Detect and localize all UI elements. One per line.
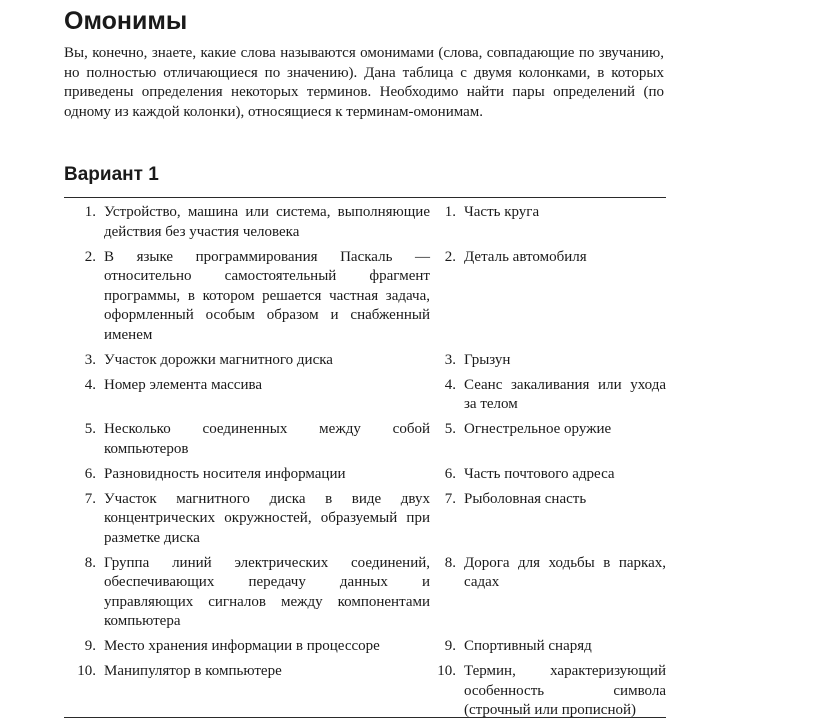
left-definition-text: Несколько соединенных между собой компьютеров — [104, 421, 430, 457]
right-definition — [436, 554, 666, 632]
right-definition — [436, 420, 666, 459]
left-definition-number: 2. — [84, 248, 96, 265]
table-row — [64, 554, 666, 632]
right-definition-number: 7. — [444, 490, 456, 507]
left-definition-number: 4. — [84, 376, 96, 393]
table-row — [64, 248, 666, 346]
right-definition — [436, 637, 666, 657]
right-definition-number: 8. — [444, 554, 456, 571]
left-definition-number: 9. — [84, 638, 96, 654]
table-row — [64, 420, 666, 459]
right-definition-text: Спортивный снаряд — [464, 638, 592, 654]
right-definition — [436, 490, 666, 549]
left-definition-number: 6. — [84, 465, 96, 482]
right-definition — [436, 248, 666, 346]
table-bottom-rule — [64, 717, 666, 718]
left-definition-text: Участок магнитного диска в виде двух концентрических окружностей, образуемый при разметке диска — [104, 490, 430, 546]
right-definition-text: Часть почтового адреса — [464, 465, 615, 482]
left-definition — [64, 637, 436, 657]
left-definition-number: 5. — [84, 421, 96, 437]
table-row — [64, 376, 666, 415]
right-definition-text: Рыболовная снасть — [464, 490, 587, 507]
left-definition — [64, 248, 436, 346]
left-definition — [64, 465, 436, 485]
page-title: Омонимы — [64, 7, 188, 35]
right-definition-number: 3. — [444, 351, 456, 368]
right-definition — [436, 465, 666, 485]
right-definition-text: Деталь автомобиля — [464, 248, 587, 265]
table-top-rule — [64, 197, 666, 198]
table-row — [64, 351, 666, 371]
right-definition-text: Термин, характеризующий особенность символа (строчный или прописной) — [464, 663, 666, 718]
left-definition — [64, 203, 436, 242]
right-definition-number: 5. — [444, 421, 456, 437]
definitions-table — [64, 203, 666, 726]
left-definition — [64, 351, 436, 371]
table-row — [64, 203, 666, 242]
left-definition-text: Участок дорожки магнитного диска — [104, 351, 333, 368]
left-definition — [64, 420, 436, 459]
left-definition-number: 3. — [84, 351, 96, 368]
left-definition-text: Манипулятор в компьютере — [104, 663, 282, 679]
right-definition-number: 2. — [444, 248, 456, 265]
right-definition — [436, 662, 666, 721]
right-definition-number: 10. — [437, 663, 456, 679]
left-definition — [64, 376, 436, 415]
left-definition-text: Номер элемента массива — [104, 376, 263, 393]
table-row — [64, 490, 666, 549]
left-definition-text: Место хранения информации в процессоре — [104, 638, 380, 654]
right-definition-text: Часть круга — [464, 204, 540, 220]
right-definition — [436, 376, 666, 415]
left-definition-number: 10. — [77, 663, 96, 679]
right-definition-number: 9. — [444, 638, 456, 654]
left-definition-number: 1. — [84, 204, 96, 220]
table-row — [64, 465, 666, 485]
right-definition — [436, 203, 666, 242]
left-definition — [64, 662, 436, 721]
right-definition-text: Дорога для ходьбы в парках, садах — [464, 554, 666, 590]
right-definition-number: 6. — [444, 465, 456, 482]
right-definition-number: 4. — [444, 376, 456, 393]
left-definition — [64, 554, 436, 632]
table-row — [64, 637, 666, 657]
left-definition-text: Группа линий электрических соединений, обеспечивающих передачу данных и управляющих сигналов между компонентами компьютера — [104, 554, 430, 629]
right-definition — [436, 351, 666, 371]
right-definition-number: 1. — [444, 204, 456, 220]
left-definition — [64, 490, 436, 549]
right-definition-text: Огнестрельное оружие — [464, 421, 612, 437]
variant-title: Вариант 1 — [64, 164, 159, 185]
right-definition-text: Сеанс закаливания или ухода за телом — [464, 376, 666, 412]
left-definition-text: Устройство, машина или система, выполняющие действия без участия человека — [104, 204, 430, 240]
left-definition-text: В языке программирования Паскаль — относительно самостоятельный фрагмент программы, в котором решается частная задача, оформленный особым образом и снабженный именем — [104, 248, 430, 343]
left-definition-number: 7. — [84, 490, 96, 507]
right-definition-text: Грызун — [464, 351, 511, 368]
intro-paragraph: Вы, конечно, знаете, какие слова называются омонимами (слова, совпадающие по звучанию, но полностью отличающиеся по значению). Дана таблица с двумя колонками, в которых приведены определения некоторых терминов. Необходимо найти пары определений (по одному из каждой колонки), относящиеся к терминам-омонимам. — [64, 45, 664, 120]
table-row — [64, 662, 666, 721]
left-definition-number: 8. — [84, 554, 96, 571]
left-definition-text: Разновидность носителя информации — [104, 465, 346, 482]
